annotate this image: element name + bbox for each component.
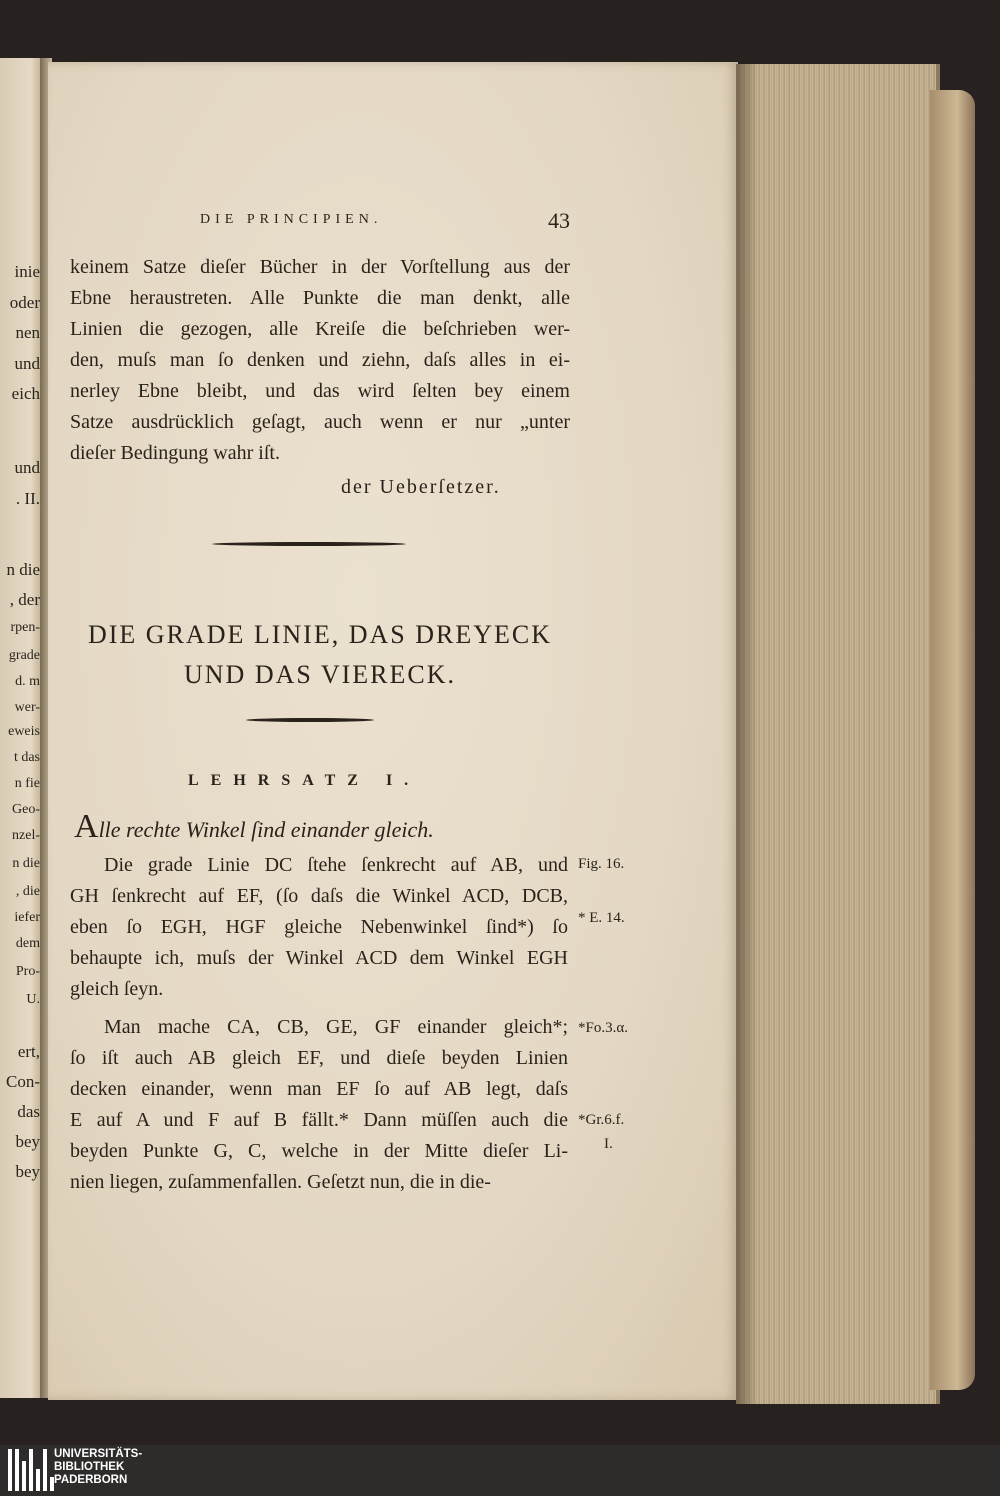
statement-text: lle rechte Winkel ſind einander gleich. xyxy=(98,817,434,842)
margin-note-gr-sub: I. xyxy=(604,1136,613,1152)
text-line: Die grade Linie DC ſtehe ſenkrecht auf AB, und xyxy=(104,854,568,876)
text-line: Man mache CA, CB, GE, GF einander gleich*; xyxy=(104,1016,568,1038)
page-block-edge xyxy=(736,64,940,1404)
previous-page-fragment: d. m xyxy=(15,674,40,689)
previous-page-fragment: Con- xyxy=(6,1072,40,1091)
previous-page-fragment: n die xyxy=(12,856,40,871)
text-line: GH ſenkrecht auf EF, (ſo daſs die Winkel ACD, DCB, xyxy=(70,885,568,907)
previous-page-fragment: oder xyxy=(9,293,40,312)
previous-page-fragment: n fie xyxy=(14,776,40,791)
library-name-line1: UNIVERSITÄTS- xyxy=(54,1448,143,1460)
previous-page-fragment: U. xyxy=(26,992,40,1007)
library-name-line2: BIBLIOTHEK xyxy=(54,1461,125,1473)
previous-page-fragment: Pro- xyxy=(15,964,40,979)
previous-page-edge xyxy=(0,58,44,1398)
margin-note-e14: * E. 14. xyxy=(578,910,625,926)
previous-page-fragment: rpen- xyxy=(10,620,40,635)
previous-page-fragment: , die xyxy=(15,884,40,899)
text-line: Ebne heraustreten. Alle Punkte die man denkt, alle xyxy=(70,287,570,309)
previous-page-fragment: bey xyxy=(15,1162,40,1181)
proof-paragraph-1 xyxy=(70,850,568,1005)
section-heading-line2: UND DAS VIERECK. xyxy=(183,660,457,689)
section-divider-bottom xyxy=(246,718,374,722)
previous-page-fragment: ert, xyxy=(17,1042,40,1061)
page-number: 43 xyxy=(548,208,570,233)
theorem-statement xyxy=(74,808,434,846)
text-line: nerley Ebne bleibt, und das wird ſelten bey einem xyxy=(70,380,570,402)
previous-page-fragment: und xyxy=(14,458,40,477)
text-line: nien liegen, zuſammenfallen. Geſetzt nun, die in die- xyxy=(70,1171,491,1193)
text-line: gleich ſeyn. xyxy=(70,978,164,1000)
page-shadow xyxy=(736,64,758,1404)
previous-page-fragment: . II. xyxy=(15,489,40,508)
previous-page-fragment: inie xyxy=(14,262,40,281)
previous-page-fragment: t das xyxy=(13,750,40,765)
text-line: E auf A und F auf B fällt.* Dann müſſen auch die xyxy=(70,1109,568,1131)
book-cover-edge xyxy=(930,90,975,1390)
section-divider-top xyxy=(212,542,406,546)
previous-page-fragment: Geo- xyxy=(12,802,40,817)
translator-signature: der Ueberſetzer. xyxy=(341,476,501,498)
previous-page-fragment: und xyxy=(14,354,40,373)
proof-paragraph-2 xyxy=(70,1012,568,1198)
margin-note-figure: Fig. 16. xyxy=(578,856,625,872)
previous-page-fragment: nzel- xyxy=(12,828,40,843)
margin-note-fo: *Fo.3.α. xyxy=(578,1020,628,1036)
library-logo-icon xyxy=(8,1449,54,1491)
text-line: den, muſs man ſo denken und ziehn, daſs alles in ei- xyxy=(70,349,570,371)
margin-note-gr: *Gr.6.f. xyxy=(578,1112,625,1128)
library-footer xyxy=(0,1445,1000,1496)
drop-cap: A xyxy=(74,808,99,845)
previous-page-fragment: , der xyxy=(9,590,40,609)
library-name xyxy=(54,1448,142,1487)
text-line: decken einander, wenn man EF ſo auf AB legt, daſs xyxy=(70,1078,568,1100)
previous-page-fragment: eweis xyxy=(8,724,40,739)
previous-page-fragment: eich xyxy=(11,384,40,403)
previous-page-fragment: wer- xyxy=(14,700,40,715)
text-line: ſo iſt auch AB gleich EF, und dieſe beyden Linien xyxy=(70,1047,568,1069)
previous-page-fragment: bey xyxy=(15,1132,40,1151)
section-heading-line1: DIE GRADE LINIE, DAS DREYECK xyxy=(87,620,552,649)
text-line: beyden Punkte G, C, welche in der Mitte dieſer Li- xyxy=(70,1140,568,1162)
text-line: eben ſo EGH, HGF gleiche Nebenwinkel ſind*) ſo xyxy=(70,916,568,938)
text-line: dieſer Bedingung wahr iſt. xyxy=(70,442,280,464)
text-line: behaupte ich, muſs der Winkel ACD dem Winkel EGH xyxy=(70,947,568,969)
previous-page-fragment: dem xyxy=(15,936,40,951)
text-line: Linien die gezogen, alle Kreiſe die beſchrieben wer- xyxy=(70,318,570,340)
intro-paragraph xyxy=(70,252,570,469)
previous-page-fragment: n die xyxy=(6,560,40,579)
running-head: DIE PRINCIPIEN. xyxy=(200,212,383,227)
theorem-label: LEHRSATZ I. xyxy=(188,772,421,789)
previous-page-fragment: nen xyxy=(15,323,40,342)
previous-page-fragment: grade xyxy=(8,648,40,663)
text-line: Satze ausdrücklich geſagt, auch wenn er nur „unter xyxy=(70,411,570,433)
previous-page-fragment: das xyxy=(17,1102,40,1121)
library-name-line3: PADERBORN xyxy=(54,1474,128,1486)
previous-page-fragment: iefer xyxy=(14,910,40,925)
text-line: keinem Satze dieſer Bücher in der Vorſtellung aus der xyxy=(70,256,570,278)
